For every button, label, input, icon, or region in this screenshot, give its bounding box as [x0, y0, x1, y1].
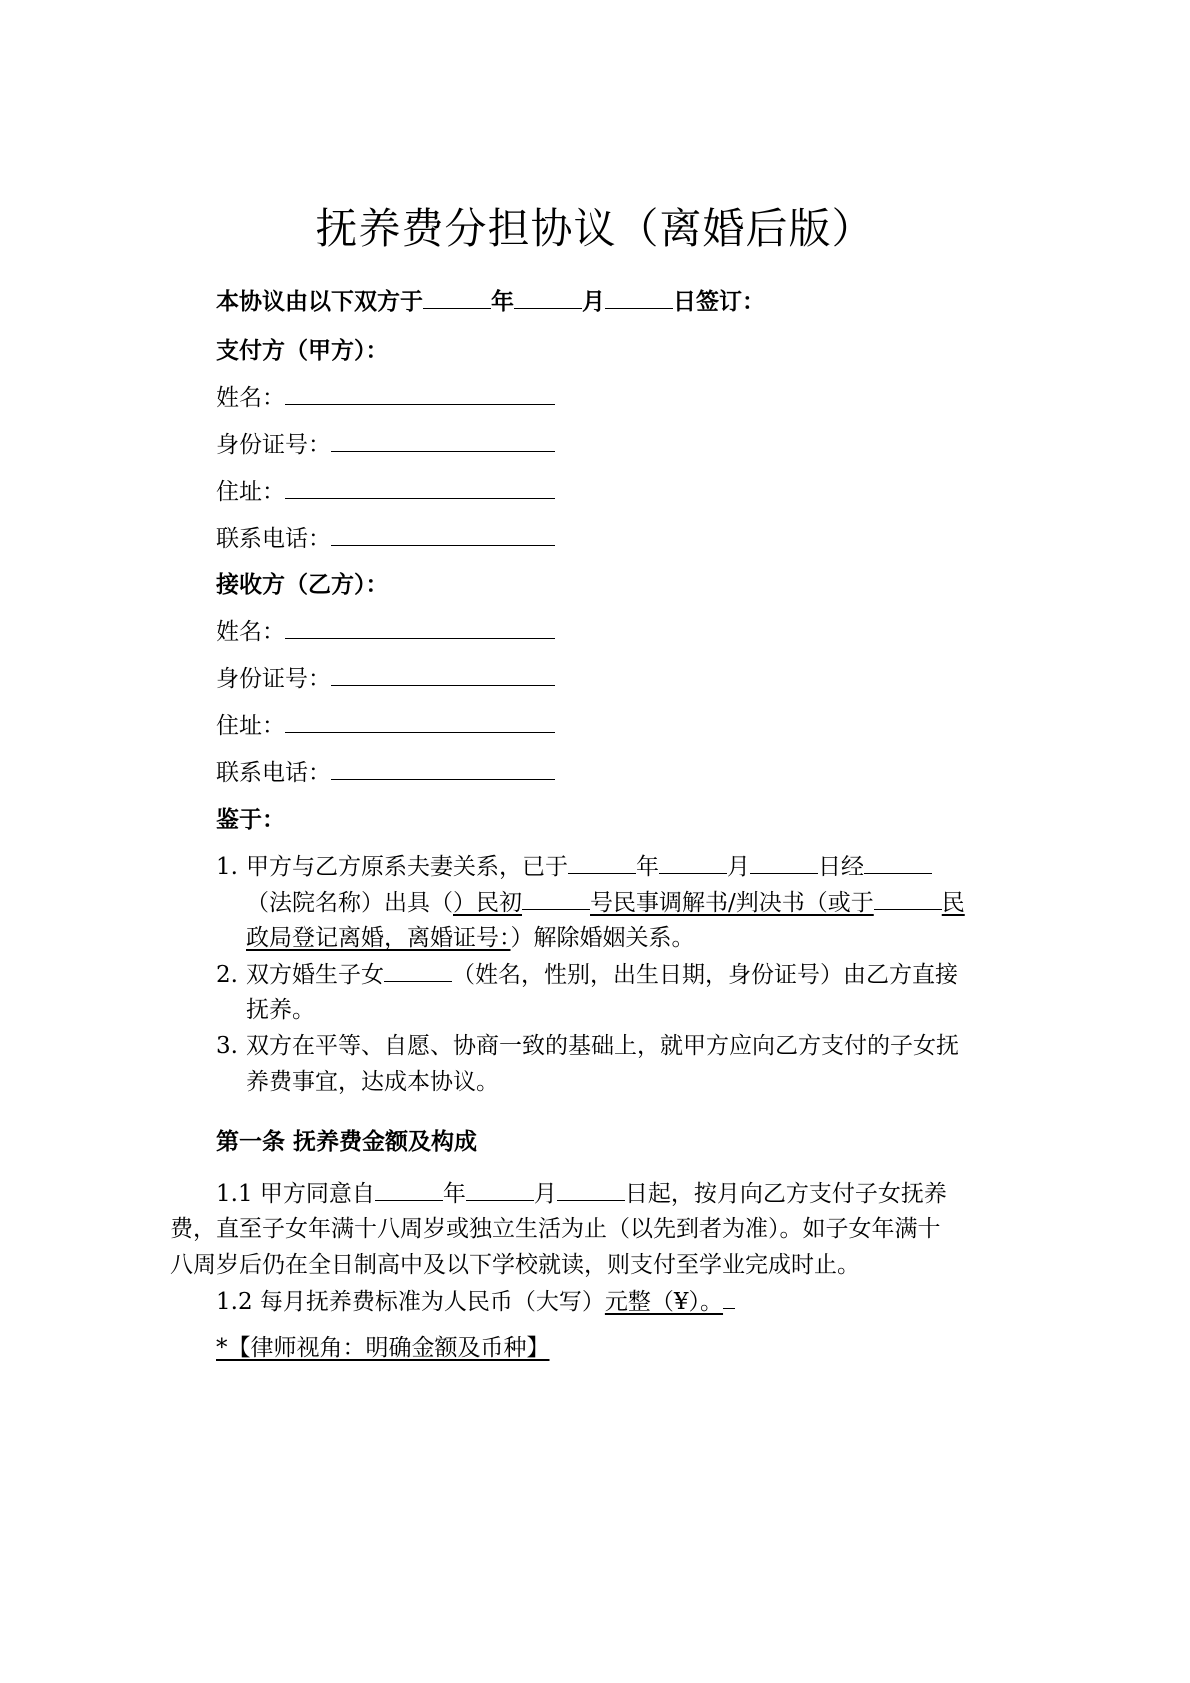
whereas-item1-text: 甲方与乙方原系夫妻关系，已于	[246, 854, 568, 880]
signing-month-label: 月	[582, 288, 605, 315]
party-b-id-blank[interactable]	[331, 663, 555, 686]
signing-day-blank[interactable]	[605, 286, 673, 309]
party-a-id-label: 身份证号：	[216, 432, 331, 458]
whereas-item3-number: 3.	[216, 1033, 238, 1059]
divorce-day-label: 日经	[818, 854, 864, 880]
child-info-text: （姓名，性别，出生日期，身份证号）由乙方直接	[452, 962, 958, 988]
divorce-day-blank[interactable]	[750, 851, 818, 874]
party-b-address-label: 住址：	[216, 713, 285, 739]
party-b-name-row	[216, 616, 555, 647]
divorce-certificate-label: 政局登记离婚，离婚证号：	[246, 925, 511, 951]
case-number-blank[interactable]	[522, 887, 590, 910]
party-b-name-label: 姓名：	[216, 619, 285, 645]
whereas-item3-text: 双方在平等、自愿、协商一致的基础上，就甲方应向乙方支付的子女抚	[246, 1033, 959, 1059]
party-a-id-row	[216, 429, 555, 460]
divorce-year-blank[interactable]	[568, 851, 636, 874]
party-b-address-row	[216, 710, 555, 741]
whereas-heading: 鉴于：	[216, 806, 285, 833]
case-number-prefix: ）民初	[453, 890, 522, 916]
start-day-blank[interactable]	[557, 1178, 625, 1201]
lawyer-note: *【律师视角：明确金额及币种】	[216, 1335, 550, 1361]
whereas-item3-line2: 养费事宜，达成本协议。	[246, 1069, 499, 1095]
document-title: 抚养费分担协议（离婚后版）	[315, 204, 875, 253]
party-b-phone-label: 联系电话：	[216, 760, 331, 786]
child-label: 双方婚生子女	[246, 962, 384, 988]
party-b-id-label: 身份证号：	[216, 666, 331, 692]
clause1-start-text: 1.1 甲方同意自	[216, 1181, 375, 1207]
whereas-item2-number: 2.	[216, 962, 238, 988]
marriage-dissolved-text: ）解除婚姻关系。	[510, 925, 695, 951]
court-name-label: （法院名称）出具（	[246, 890, 453, 916]
party-a-address-blank[interactable]	[285, 476, 555, 499]
divorce-year-label: 年	[636, 854, 659, 880]
article1-heading: 第一条 抚养费金额及构成	[216, 1128, 478, 1155]
party-b-phone-row	[216, 757, 555, 788]
article1-clause1-line2: 费，直至子女年满十八周岁或独立生活为止（以先到者为准）。如子女年满十	[170, 1216, 941, 1242]
start-year-blank[interactable]	[375, 1178, 443, 1201]
whereas-item1-line2	[246, 887, 965, 918]
clause2-amount-text: 元整（¥）。	[604, 1289, 724, 1315]
clause2-text: 1.2 每月抚养费标准为人民币（大写）	[216, 1289, 605, 1315]
whereas-item1-line1	[216, 851, 932, 882]
judgment-text: 号民事调解书/判决书（或于	[590, 890, 874, 916]
whereas-item1-line3	[246, 923, 695, 953]
party-a-phone-row	[216, 523, 555, 554]
party-a-id-blank[interactable]	[331, 429, 555, 452]
divorce-month-blank[interactable]	[659, 851, 727, 874]
start-month-blank[interactable]	[466, 1178, 534, 1201]
clause2-amount-blank[interactable]	[723, 1286, 735, 1309]
article1-clause2	[216, 1286, 735, 1317]
party-a-heading: 支付方（甲方）：	[216, 337, 389, 364]
article1-clause1-line3: 八周岁后仍在全日制高中及以下学校就读，则支付至学业完成时止。	[170, 1252, 860, 1278]
whereas-item1-number: 1.	[216, 854, 238, 880]
whereas-item3-line1	[216, 1031, 959, 1061]
party-a-phone-label: 联系电话：	[216, 526, 331, 552]
civil-affairs-label: 民	[941, 890, 965, 916]
signing-year-label: 年	[491, 288, 514, 315]
start-year-label: 年	[442, 1181, 466, 1207]
party-b-phone-blank[interactable]	[331, 757, 555, 780]
party-b-address-blank[interactable]	[285, 710, 555, 733]
signing-year-blank[interactable]	[423, 286, 491, 309]
party-a-address-row	[216, 476, 555, 507]
party-b-id-row	[216, 663, 555, 694]
party-a-name-label: 姓名：	[216, 385, 285, 411]
signing-day-label: 日签订：	[673, 288, 765, 315]
article1-clause1-line1	[216, 1178, 947, 1209]
party-a-address-label: 住址：	[216, 479, 285, 505]
party-b-heading: 接收方（乙方）：	[216, 571, 389, 598]
party-a-name-blank[interactable]	[285, 382, 555, 405]
court-name-blank[interactable]	[864, 851, 932, 874]
party-a-name-row	[216, 382, 555, 413]
whereas-item2-line2: 抚养。	[246, 997, 315, 1023]
clause1-payment-text: 日起，按月向乙方支付子女抚养	[624, 1181, 947, 1207]
signing-month-blank[interactable]	[514, 286, 582, 309]
party-a-phone-blank[interactable]	[331, 523, 555, 546]
child-info-blank[interactable]	[384, 959, 452, 982]
signing-intro-text: 本协议由以下双方于	[216, 288, 423, 315]
start-month-label: 月	[533, 1181, 557, 1207]
divorce-month-label: 月	[727, 854, 750, 880]
party-b-name-blank[interactable]	[285, 616, 555, 639]
whereas-item2-line1	[216, 959, 958, 990]
signing-date-line	[216, 286, 765, 317]
civil-affairs-blank[interactable]	[874, 887, 942, 910]
